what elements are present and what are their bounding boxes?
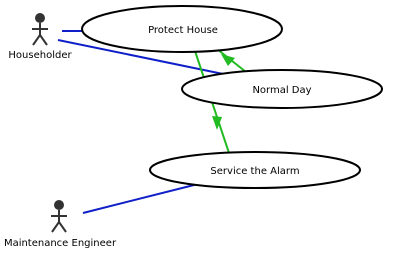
use-case-protect-house[interactable] (82, 6, 282, 52)
actor-stick-figure-icon (32, 13, 48, 45)
use-case-label-normal-day: Normal Day (252, 85, 312, 96)
use-case-service-the-alarm[interactable] (150, 152, 360, 188)
use-case-label-protect-house: Protect House (148, 25, 218, 36)
association-maintenance-service-alarm (83, 184, 198, 213)
actor-maintenance-engineer[interactable] (4, 200, 117, 249)
actor-label-maintenance-engineer: Maintenance Engineer (3, 238, 117, 249)
actor-householder[interactable] (8, 13, 72, 61)
use-case-normal-day[interactable] (182, 70, 382, 108)
use-case-label-service-the-alarm: Service the Alarm (210, 166, 300, 177)
actor-stick-figure-icon (51, 200, 67, 232)
actor-label-householder: Householder (8, 50, 72, 61)
relation-arrowhead-normal-day (221, 54, 235, 66)
